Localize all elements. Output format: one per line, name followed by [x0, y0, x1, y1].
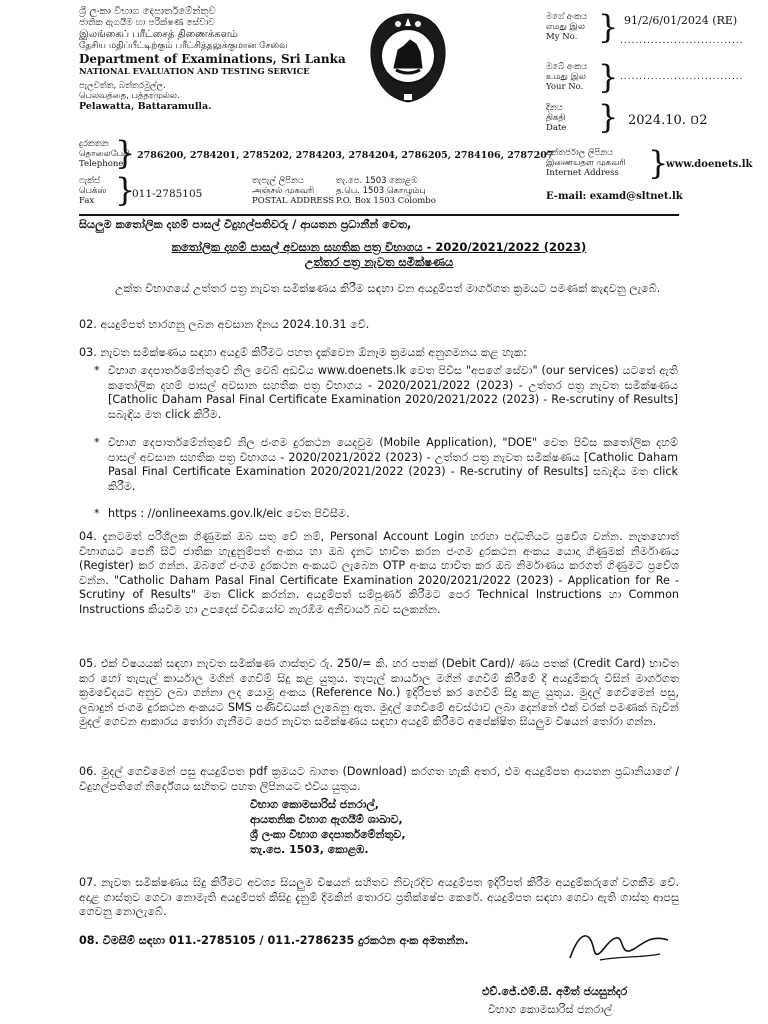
salutation: සියලුම කතෝලික දහම් පාසල් විදුහල්පතිවරු / ආයතන ප්‍රධානීන් වෙත,: [79, 218, 412, 231]
signature-mark: [560, 920, 680, 970]
brace-my-no: }: [598, 8, 619, 46]
return-address: විභාග කොමසාරිස් ජනරාල්, ආයතනික විභාග ඇගයීම් ශාඛාව, ශ්‍රී ලංකා විභාග දෙපාර්තමේන්තුව, තැ.පෙ. 1503, කොළඹ.: [250, 798, 406, 856]
bullet-marker: *: [94, 364, 100, 377]
paragraph-08: 08. විමසීම් සඳහා 011.-2785105 / 011.-2786235 දුරකථන අංක අමතන්න.: [79, 934, 469, 947]
brace-internet: }: [648, 144, 669, 182]
signatory-title: විභාග කොමසාරිස් ජනරාල්: [488, 1003, 613, 1016]
your-no-dots: ................................: [620, 72, 744, 82]
header-left-block: [79, 6, 346, 113]
address-en: Pelawatta, Battaramulla.: [79, 101, 212, 112]
paragraph-03: 03. නැවත සමීක්ෂණය සඳහා අයදුම් කිරීමට පහත දැක්වෙන ඕනෑම ක්‍රමයක් අනුගමනය කළ හැක:: [79, 346, 527, 359]
title-line-1: කතෝලික දහම් පාසල් අවසාන සහතික පත්‍ර විභාගය - 2020/2021/2022 (2023): [171, 240, 587, 254]
fax-labels: ෆැක්ස් பெக்ஸ் Fax: [79, 176, 107, 206]
telephone-numbers: 2786200, 2784201, 2785202, 2784203, 2784204, 2786205, 2784106, 2787207: [137, 150, 554, 161]
paragraph-07: 07. නැවත සමීක්ෂණය සිදු කිරීමට අවශ්‍ය සියලුම විෂයන් සහිතව නිවැරදිව අයදුම්පත ඉදිරිපත් කිරීම අයදුම්කරුගේ වගකීම වේ. අදාළ ගාස්තුව ගෙවා නොමැති අයදුම්පත් කිසිදු දැනුම් දීමකින් තොරව ප්‍රතික්ෂේප කෙරේ. අයදුම්පත සඳහා ගෙවා ඇති ගාස්තු ආපසු ගෙවනු නොලැබේ.: [79, 876, 679, 919]
service-name-ta: தேசிய மதிப்பீட்டிற்கும் பரீட்சித்தலுக்குமான சேவை: [79, 40, 288, 51]
website-link[interactable]: www.doenets.lk: [666, 159, 753, 170]
email-address[interactable]: E-mail: examd@sltnet.lk: [546, 191, 683, 202]
paragraph-06: 06. මුදල් ගෙවීමෙන් පසු අයදුම්පත pdf ක්‍රමයට බාගත (Download) කරගත හැකි අතර, එම අයදුම්පත ආයතන ප්‍රධානියාගේ / විදුහල්පතිගේ නිර්දේශය සහිතව පහත ලිපිනයට එවිය යුතුය.: [79, 765, 679, 793]
my-no-value: 91/2/6/01/2024 (RE): [624, 14, 738, 27]
brace-date: }: [598, 98, 619, 136]
brace-your-no: }: [598, 58, 619, 96]
fax-number: 011-2785105: [132, 188, 203, 200]
telephone-labels: දුරකතන தொலைபேசி Telephone: [79, 139, 130, 169]
sri-lanka-emblem: [364, 10, 452, 104]
paragraph-04: 04. දැනටමත් පරිශීලක ගිණුමක් ඔබ සතු වේ නම්, Personal Account Login හරහා පද්ධතියට ප්‍රවේශ වන්න. නැතහොත් විභාගයට පෙනී සිටි ජාතික හැඳුනුම්පත් අංකය හා ඔබ දැනට භාවිත කරන ජංගම දුරකථන අංකය යොදා ගිණුමක් නිර්මාණය (Register) කර ගන්න. ඔබගේ ජංගම දුරකථන අංකයට ලැබෙන OTP අංකය භාවිත කර ඔබ නිර්මාණය කරගත් ගිණුමට ප්‍රවේශ වන්න. "Catholic Daham Pasal Final Certificate Examination 2020/2021/2022 (2023) - Application for Re - Scrutiny of Results" මත Click කරන්න. අයදුම්පත් සම්පූර්ණ කිරීමට පෙර Technical Instructions හා Common Instructions කියවීම හා උපදෙස් වීඩියෝව නැරඹීම අනිවාර්ය බව සලකන්න.: [79, 530, 679, 616]
service-name-si: ජාතික ඇගයීම හා පරීක්ෂණ සේවාව: [79, 17, 215, 28]
address-si: පැලවත්ත, බත්තරමුල්ල.: [79, 81, 166, 91]
postal-labels: තැපැල් ලිපිනය அஞ்சல் முகவரி POSTAL ADDRESS: [252, 176, 335, 206]
paragraph-02: 02. අයදුම්පත් භාරගනු ලබන අවසාන දිනය 2024.10.31 වේ.: [79, 318, 370, 331]
brace-fax: }: [115, 171, 136, 209]
bullet-marker: *: [94, 507, 100, 520]
bullet-mobile-app: * විභාග දෙපාර්තමේන්තුවේ නිල ජංගම දුරකථන යෙදවුම (Mobile Application), "DOE" වෙත පිවිස කතෝලික දහම් පාසල් අවසාන සහතික පත්‍ර විභාගය - 2020/2021/2022 (2023) - උත්තර පත්‍ර නැවත සමීක්ෂණය [Catholic Daham Pasal Final Certificate Examination 2020/2021/2022 (2023) - Re-scrutiny of Results] සබැඳිය මත click කිරීම.: [94, 436, 678, 493]
bullet-online-exams: [94, 507, 678, 522]
address-ta: பெலவத்தை, பத்தரமுல்ல.: [79, 91, 180, 101]
title-line-2: උත්තර පත්‍ර නැවත සමීක්ෂණය: [304, 255, 454, 269]
intro-paragraph: උක්ත විභාගයේ උත්තර පත්‍ර නැවත සමීක්ෂණය කිරීම සඳහා වන අයදුම්පත් මාර්ගගත ක්‍රමයට පමණක් කැඳවනු ලැබේ.: [115, 282, 661, 295]
bullet-marker: *: [94, 436, 100, 449]
date-value: 2024.10. ០2: [628, 113, 708, 128]
header-divider: [79, 214, 679, 216]
signatory-name: එච්.ජේ.එම්.සී. අමිත් ජයසුන්දර: [482, 985, 628, 998]
your-no-labels: ඔබේ අංකය உமது இல Your No.: [546, 62, 588, 92]
dept-name-ta: இலங்கைப் பரீட்சைத் திணைக்களம்: [79, 29, 238, 40]
brace-telephone: }: [115, 134, 136, 172]
online-exams-link[interactable]: https : //onlineexams.gov.lk/eic වෙත පිවිසීම.: [108, 507, 350, 520]
service-name-en: NATIONAL EVALUATION AND TESTING SERVICE: [79, 66, 310, 76]
bullet-website: * විභාග දෙපාර්තමේන්තුවේ නිල වෙබ් අඩවිය www.doenets.lk වෙත පිවිස "අපගේ සේවා" (our services) යටතේ ඇති කතෝලික දහම් පාසල් අවසාන සහතික පත්‍ර විභාගය - 2020/2021/2022 (2023) - උත්තර පත්‍ර නැවත සමීක්ෂණය [Catholic Daham Pasal Final Certificate Examination 2020/2021/2022 (2023) - Re-scrutiny of Results] සබැඳිය මත click කිරීම.: [94, 364, 678, 421]
dept-name-en: Department of Examinations, Sri Lanka: [79, 52, 346, 66]
internet-labels: අන්තර්ජාල ලිපිනය இணையதள முகவரி Internet Address: [546, 148, 626, 178]
my-no-labels: මගේ අංකය எமது இல My No.: [546, 12, 588, 42]
letter-title: [79, 240, 679, 270]
postal-values: තැ.පෙ. 1503 කොළඹ த.பெ. 1503 கொழும்பு P.O. Box 1503 Colombo: [336, 176, 436, 206]
date-labels: දිනය திகதி Date: [546, 103, 567, 133]
my-no-dots: ................................: [620, 36, 744, 46]
paragraph-05: 05. එක් විෂයයක් සඳහා නැවත සමීක්ෂණ ගාස්තුව රු. 250/= කි. හර පතක් (Debit Card)/ ණය පතක් (Credit Card) භාවිත කර හෝ තැපැල් කාර්යාල මගින් ගෙවීම් සිදු කළ යුතුය. තැපැල් කාර්යාල මගින් ගෙවීම් කිරීමේ දී අයදුම්කරු විසින් මාර්ගගත ක්‍රමවේදයට අනුව ලබා ගන්නා ලද යොමු අංකය (Reference No.) ඉදිරිපත් කර ගෙවීම් සිදු කළ යුතුය. මුදල් ගෙවීමෙන් පසු, ලබාදුන් ජංගම දුරකථන අංකයට SMS පණිවිඩයක් ලැබෙනු ඇත. මුදල් ගෙවීමේ අවස්ථාව ලබා දෙන්නේ එක් වරක් පමණක් බැවින් මුදල් ගෙවන ආකාරය තෝරා ගැනීමට පෙර නැවත සමීක්ෂණය සඳහා අයදුම් කිරීමට අපේක්ෂිත සියලුම විෂයන් තෝරා ගන්න.: [79, 657, 679, 729]
dept-name-si: ශ්‍රී ලංකා විභාග දෙපාර්තමේන්තුව: [79, 6, 216, 17]
